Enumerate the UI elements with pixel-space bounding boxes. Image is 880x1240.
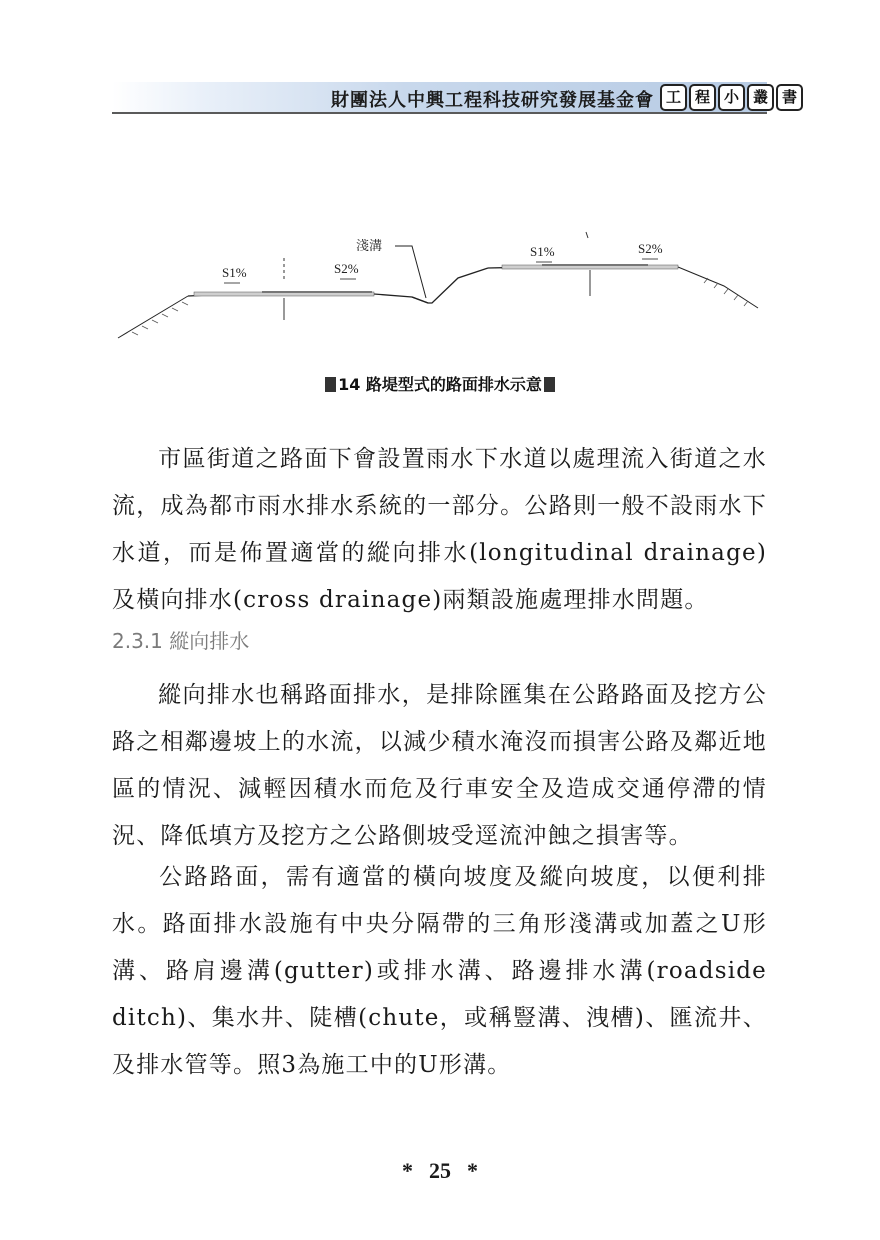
right-embankment-slope [678, 267, 758, 308]
cross-section-diagram [112, 180, 767, 355]
slope-label-right-s2: S2% [638, 241, 663, 256]
right-centerline-tick [586, 232, 588, 238]
paragraph [112, 436, 767, 624]
ditch-leader-line [395, 246, 426, 298]
paragraph-text: 縱向排水也稱路面排水，是排除匯集在公路路面及挖方公路之相鄰邊坡上的水流，以減少積水淹沒而損害公路及鄰近地區的情況、減輕因積水而危及行車安全及造成交通停滯的情況、降低填方及挖方之公路側坡受逕流沖蝕之損害等。 [112, 682, 767, 849]
left-embankment-slope [118, 296, 188, 338]
page-footer [0, 1158, 880, 1184]
slope-label-left-s1: S1% [222, 265, 247, 280]
header-organization: 財團法人中興工程科技研究發展基金會 [331, 90, 654, 111]
figure-caption-text: 14 路堤型式的路面排水示意 [338, 375, 542, 394]
page-number: 25 [429, 1158, 451, 1183]
shallow-ditch-label: 淺溝 [356, 238, 383, 253]
right-slope-hatch [704, 278, 748, 306]
series-char: 小 [718, 84, 745, 111]
figure-caption [0, 372, 880, 395]
slope-label-right-s1: S1% [530, 244, 555, 259]
star-ornament: * [467, 1158, 478, 1183]
series-char: 工 [660, 84, 687, 111]
caption-marker-icon [544, 377, 555, 392]
paragraph-text: 公路路面，需有適當的橫向坡度及縱向坡度，以便利排水。路面排水設施有中央分隔帶的三角形淺溝或加蓋之U形溝、路肩邊溝(gutter)或排水溝、路邊排水溝(roadside ditch)、集水井、陡槽(chute，或稱豎溝、洩槽)、匯流井、及排水管等。照3為施工中的U形溝。 [112, 864, 767, 1078]
section-heading: 2.3.1 縱向排水 [112, 629, 250, 653]
series-char: 叢 [747, 84, 774, 111]
left-slope-hatch [132, 302, 188, 335]
caption-marker-icon [325, 377, 336, 392]
paragraph [112, 854, 767, 1089]
star-ornament: * [402, 1158, 413, 1183]
series-char: 程 [689, 84, 716, 111]
left-pavement-layer-dark [262, 291, 372, 293]
median-shallow-ditch [412, 268, 488, 303]
embankment-drainage-figure [112, 180, 767, 355]
paragraph [112, 672, 767, 860]
paragraph-text: 市區街道之路面下會設置雨水下水道以處理流入街道之水流，成為都市雨水排水系統的一部分。公路則一般不設雨水下水道，而是佈置適當的縱向排水(longitudinal drainage)及橫向排水(cross drainage)兩類設施處理排水問題。 [112, 446, 767, 613]
right-pavement-layer-dark [542, 264, 648, 266]
slope-label-left-s2: S2% [334, 261, 359, 276]
series-char: 書 [776, 84, 803, 111]
header-rule [112, 112, 767, 114]
series-badge [660, 84, 803, 111]
